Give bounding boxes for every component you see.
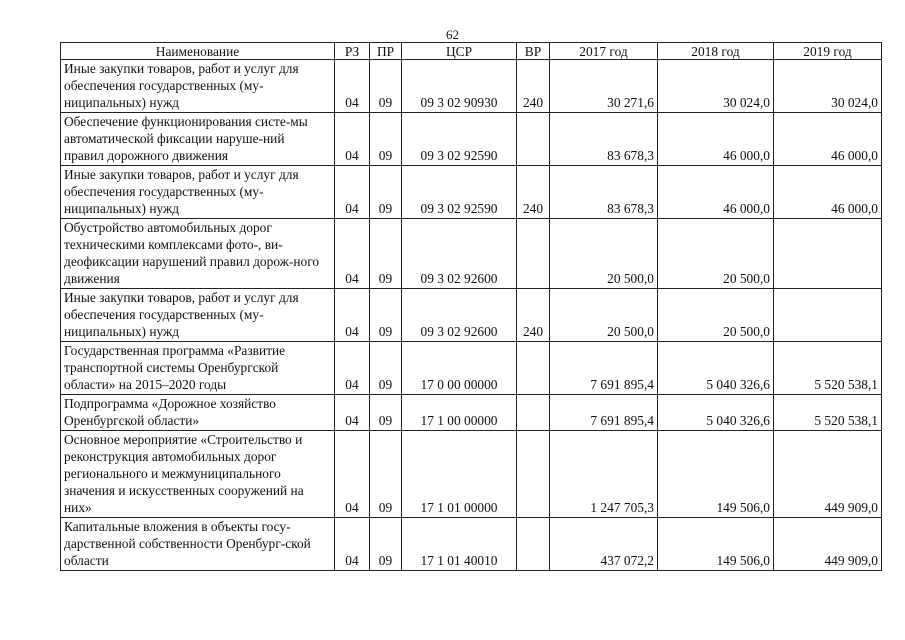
row-pr: 09 (370, 289, 402, 342)
row-pr: 09 (370, 166, 402, 219)
header-pr: ПР (370, 43, 402, 60)
table-row (61, 342, 882, 395)
row-rz: 04 (335, 289, 370, 342)
row-2018: 5 040 326,6 (658, 395, 774, 431)
row-2017: 30 271,6 (550, 60, 658, 113)
header-rz: РЗ (335, 43, 370, 60)
row-2018: 149 506,0 (658, 431, 774, 518)
row-vr: 240 (517, 289, 550, 342)
row-2019: 5 520 538,1 (774, 395, 882, 431)
row-csr: 17 1 01 40010 (402, 518, 517, 571)
row-pr: 09 (370, 113, 402, 166)
row-2019: 449 909,0 (774, 431, 882, 518)
row-csr: 09 3 02 92600 (402, 289, 517, 342)
row-vr (517, 219, 550, 289)
row-csr: 09 3 02 92600 (402, 219, 517, 289)
row-2017: 7 691 895,4 (550, 395, 658, 431)
row-rz: 04 (335, 518, 370, 571)
row-name: Иные закупки товаров, работ и услуг для обеспечения государственных (му-ниципальных) нужд (61, 289, 335, 342)
row-rz: 04 (335, 342, 370, 395)
header-2019: 2019 год (774, 43, 882, 60)
row-2017: 1 247 705,3 (550, 431, 658, 518)
row-vr (517, 395, 550, 431)
row-rz: 04 (335, 431, 370, 518)
row-vr (517, 518, 550, 571)
row-rz: 04 (335, 166, 370, 219)
row-name: Основное мероприятие «Строительство и реконструкция автомобильных дорог регионального и межмуниципального значения и искусственных сооружений на них» (61, 431, 335, 518)
row-name: Обеспечение функционирования систе-мы автоматической фиксации наруше-ний правил дорожного движения (61, 113, 335, 166)
row-2018: 5 040 326,6 (658, 342, 774, 395)
row-rz: 04 (335, 113, 370, 166)
table-row (61, 113, 882, 166)
row-2017: 83 678,3 (550, 166, 658, 219)
row-2018: 20 500,0 (658, 289, 774, 342)
row-2018: 46 000,0 (658, 166, 774, 219)
header-name: Наименование (61, 43, 335, 60)
header-csr: ЦСР (402, 43, 517, 60)
row-2017: 20 500,0 (550, 219, 658, 289)
table-row (61, 166, 882, 219)
row-rz: 04 (335, 60, 370, 113)
row-pr: 09 (370, 395, 402, 431)
row-2019: 5 520 538,1 (774, 342, 882, 395)
table-row (61, 431, 882, 518)
row-2018: 20 500,0 (658, 219, 774, 289)
row-vr (517, 431, 550, 518)
row-2017: 437 072,2 (550, 518, 658, 571)
row-2017: 7 691 895,4 (550, 342, 658, 395)
row-pr: 09 (370, 60, 402, 113)
row-name: Государственная программа «Развитие транспортной системы Оренбургской области» на 2015–2020 годы (61, 342, 335, 395)
row-rz: 04 (335, 395, 370, 431)
page-number: 62 (446, 27, 459, 42)
row-2019: 46 000,0 (774, 113, 882, 166)
row-2018: 30 024,0 (658, 60, 774, 113)
table-row (61, 518, 882, 571)
row-rz: 04 (335, 219, 370, 289)
row-vr: 240 (517, 166, 550, 219)
table-row (61, 395, 882, 431)
row-vr (517, 342, 550, 395)
row-name: Иные закупки товаров, работ и услуг для обеспечения государственных (му-ниципальных) нужд (61, 166, 335, 219)
row-name: Обустройство автомобильных дорог техническими комплексами фото-, ви-деофиксации нарушений правил дорож-ного движения (61, 219, 335, 289)
row-name: Подпрограмма «Дорожное хозяйство Оренбургской области» (61, 395, 335, 431)
row-2019: 46 000,0 (774, 166, 882, 219)
row-csr: 09 3 02 92590 (402, 113, 517, 166)
row-pr: 09 (370, 518, 402, 571)
header-row (61, 43, 882, 60)
budget-table (60, 42, 882, 571)
row-2018: 46 000,0 (658, 113, 774, 166)
row-csr: 17 1 00 00000 (402, 395, 517, 431)
row-2018: 149 506,0 (658, 518, 774, 571)
header-2017: 2017 год (550, 43, 658, 60)
row-name: Капитальные вложения в объекты госу-дарственной собственности Оренбург-ской области (61, 518, 335, 571)
row-pr: 09 (370, 219, 402, 289)
header-vr: ВР (517, 43, 550, 60)
row-2019: 30 024,0 (774, 60, 882, 113)
row-2017: 20 500,0 (550, 289, 658, 342)
row-name: Иные закупки товаров, работ и услуг для обеспечения государственных (му-ниципальных) нужд (61, 60, 335, 113)
row-csr: 17 0 00 00000 (402, 342, 517, 395)
row-pr: 09 (370, 342, 402, 395)
row-2019 (774, 289, 882, 342)
row-2019 (774, 219, 882, 289)
table-row (61, 219, 882, 289)
header-2018: 2018 год (658, 43, 774, 60)
row-2019: 449 909,0 (774, 518, 882, 571)
row-vr: 240 (517, 60, 550, 113)
row-pr: 09 (370, 431, 402, 518)
row-vr (517, 113, 550, 166)
row-csr: 09 3 02 90930 (402, 60, 517, 113)
table-row (61, 289, 882, 342)
row-csr: 09 3 02 92590 (402, 166, 517, 219)
table-row (61, 60, 882, 113)
row-2017: 83 678,3 (550, 113, 658, 166)
row-csr: 17 1 01 00000 (402, 431, 517, 518)
